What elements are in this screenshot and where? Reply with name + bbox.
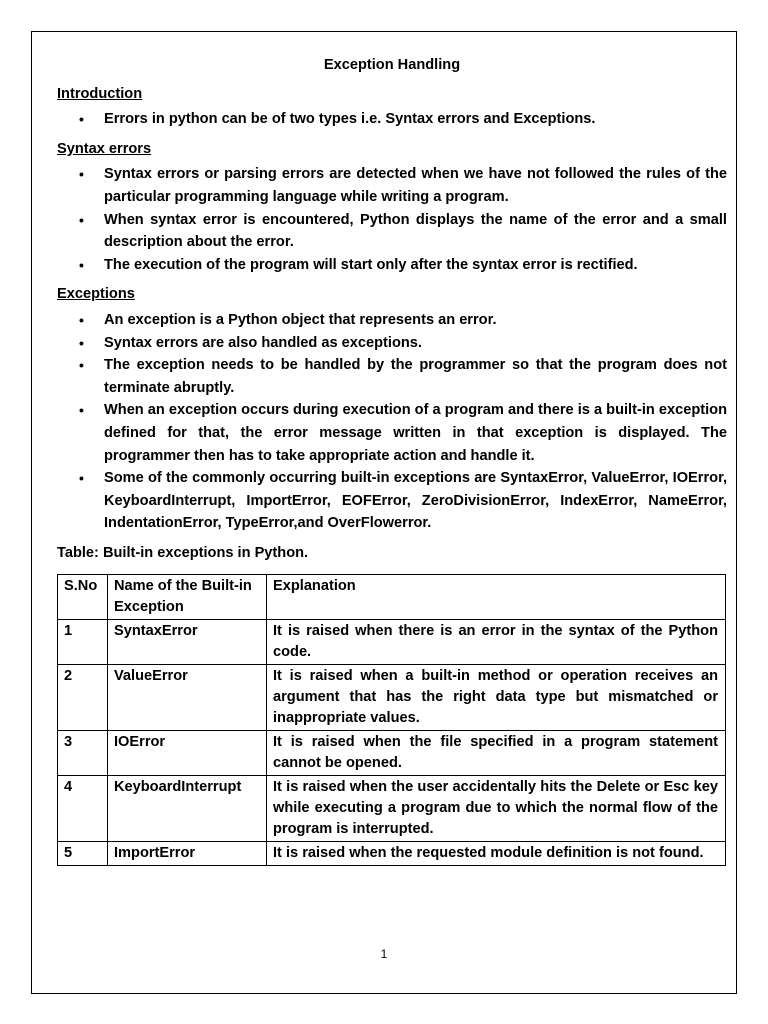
table-row	[58, 665, 726, 731]
cell-explanation: It is raised when the file specified in a program statement cannot be opened.	[267, 731, 726, 776]
table-row	[58, 620, 726, 665]
heading-exceptions: Exceptions	[57, 286, 135, 303]
list-item: • Some of the commonly occurring built-in exceptions are SyntaxError, ValueError, IOError, KeyboardInterrupt, ImportError, EOFError, ZeroDivisionError, IndexError, NameError, IndentationError, TypeError,and OverFlowerror.	[104, 467, 727, 535]
document-body	[57, 48, 727, 866]
list-item: • When an exception occurs during execution of a program and there is a built-in exception defined for that, the error message written in that exception is displayed. The programmer then has to take appropriate action and handle it.	[104, 399, 727, 467]
cell-name: SyntaxError	[108, 620, 267, 665]
table-row	[58, 776, 726, 842]
cell-sno: 2	[58, 665, 108, 731]
column-header-sno: S.No	[58, 575, 108, 620]
cell-explanation: It is raised when a built-in method or operation receives an argument that has the right data type but mismatched or inappropriate values.	[267, 665, 726, 731]
cell-name: ImportError	[108, 842, 267, 866]
list-item: • Errors in python can be of two types i.e. Syntax errors and Exceptions.	[104, 108, 727, 131]
cell-sno: 1	[58, 620, 108, 665]
syntax-errors-list	[57, 163, 727, 276]
list-item: • An exception is a Python object that represents an error.	[104, 309, 727, 332]
list-item: • When syntax error is encountered, Python displays the name of the error and a small description about the error.	[104, 209, 727, 254]
exceptions-list	[57, 309, 727, 535]
list-item: • Syntax errors or parsing errors are detected when we have not followed the rules of the particular programming language while writing a program.	[104, 163, 727, 208]
heading-syntax-errors: Syntax errors	[57, 140, 152, 157]
table-row	[58, 731, 726, 776]
page-title: Exception Handling	[323, 57, 461, 73]
page-number: 1	[380, 947, 388, 961]
list-item: • Syntax errors are also handled as exceptions.	[104, 332, 727, 355]
cell-explanation: It is raised when the user accidentally hits the Delete or Esc key while executing a program due to which the normal flow of the program is interrupted.	[267, 776, 726, 842]
column-header-explanation: Explanation	[267, 575, 726, 620]
cell-explanation: It is raised when the requested module definition is not found.	[267, 842, 726, 866]
cell-sno: 4	[58, 776, 108, 842]
table-header-row	[58, 575, 726, 620]
cell-name: IOError	[108, 731, 267, 776]
column-header-name: Name of the Built-in Exception	[108, 575, 267, 620]
table-caption: Table: Built-in exceptions in Python.	[57, 544, 309, 561]
heading-introduction: Introduction	[57, 85, 143, 102]
cell-name: ValueError	[108, 665, 267, 731]
cell-sno: 3	[58, 731, 108, 776]
cell-name: KeyboardInterrupt	[108, 776, 267, 842]
list-item: • The exception needs to be handled by the programmer so that the program does not terminate abruptly.	[104, 354, 727, 399]
cell-explanation: It is raised when there is an error in the syntax of the Python code.	[267, 620, 726, 665]
table-row	[58, 842, 726, 866]
exceptions-table	[57, 574, 726, 866]
introduction-list	[57, 108, 727, 131]
list-item: • The execution of the program will start only after the syntax error is rectified.	[104, 254, 727, 277]
cell-sno: 5	[58, 842, 108, 866]
